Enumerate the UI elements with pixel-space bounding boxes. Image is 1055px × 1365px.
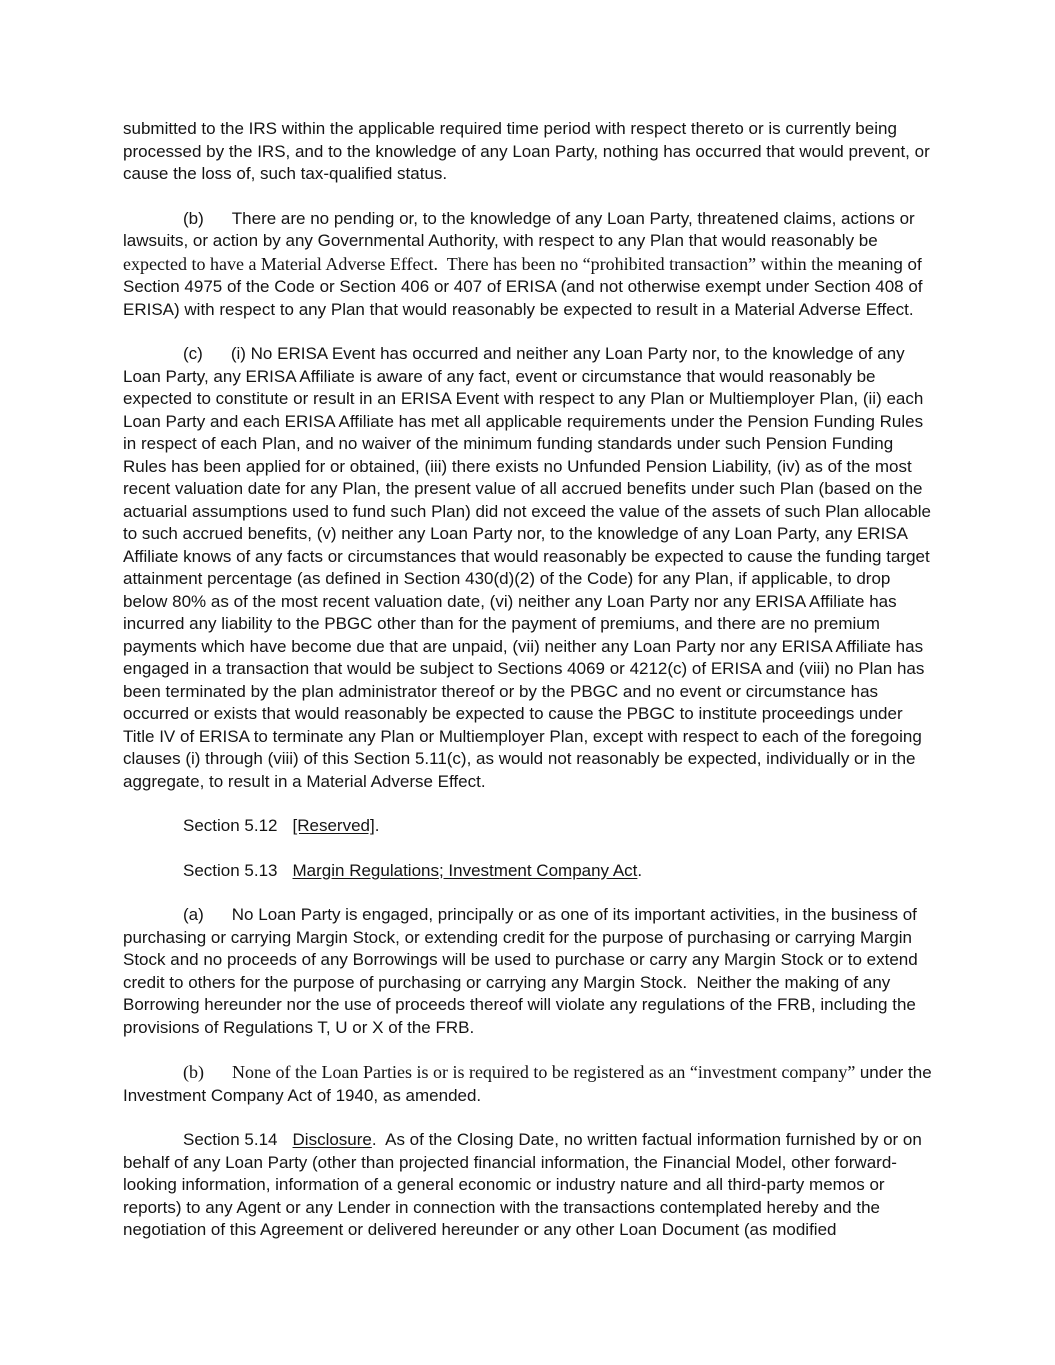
body-text: No Loan Party is engaged, principally or as one of its important activities, in the business of purchasing or carrying Margin Stock, or extending credit for the purpose of purchasing or carrying Margin Stock and no proceeds of any Borrowings will be used to purchase or carry any Margin Stock or to extend credit to others for the purpose of purchasing or carrying any Margin Stock. Neither the making of any Borrowing hereunder nor the use of proceeds thereof will violate any regulations of the FRB, including the provisions of Regulations T, U or X of the FRB. [123, 905, 923, 1037]
page-content [123, 118, 935, 1264]
para-5.11-b [123, 208, 935, 322]
body-text: Section 5.14 [183, 1130, 278, 1149]
body-text: Section 5.12 [183, 816, 278, 835]
body-text: meaning of Section 4975 of the Code or Section 406 or 407 of ERISA (and not otherwise exempt under Section 408 of ERISA) with respect to any Plan that would reasonably be expected to result in a Material Adverse Effect. [123, 254, 928, 319]
body-text: (b) [183, 1062, 204, 1082]
para-5.13-b [123, 1061, 935, 1107]
body-text: (b) [183, 208, 204, 228]
heading-section-5.12 [123, 815, 935, 838]
body-text: . [374, 816, 380, 835]
para-5.13-a [123, 904, 935, 1039]
body-text: under the Investment Company Act of 1940, as amended. [123, 1063, 937, 1105]
body-text: (a) [183, 905, 204, 924]
body-text: submitted to the IRS within the applicable required time period with respect thereto or is currently being processed by the IRS, and to the knowledge of any Loan Party, nothing has occurred that would prevent, or cause the loss of, such tax-qualified status. [123, 119, 935, 183]
heading-section-5.13 [123, 860, 935, 883]
body-text: None of the Loan Parties is or is required to be registered as an “investment company” [232, 1062, 860, 1082]
body-text: There are no pending or, to the knowledge of any Loan Party, threatened claims, actions or lawsuits, or action by any Governmental Authority, with respect to any Plan that would reasonably be [123, 208, 920, 250]
body-text: (i) No ERISA Event has occurred and neither any Loan Party nor, to the knowledge of any Loan Party, any ERISA Affiliate is aware of any fact, event or circumstance that would reasonably be expected to constitute or result in an ERISA Event with respect to any Plan or Multiemployer Plan, (ii) each Loan Party and each ERISA Affiliate has met all applicable requirements under the Pension Funding Rules in respect of each Plan, and no waiver of the minimum funding standards under such Pension Funding Rules has been applied for or obtained, (iii) there exists no Unfunded Pension Liability, (iv) as of the most recent valuation date for any Plan, the present value of all accrued benefits under such Plan (based on the actuarial assumptions used to fund such Plan) did not exceed the value of the assets of such Plan allocable to such accrued benefits, (v) neither any Loan Party nor, to the knowledge of any Loan Party, any ERISA Affiliate knows of any facts or circumstances that would reasonably be expected to cause the funding target attainment percentage (as defined in Section 430(d)(2) of the Code) for any Plan, if applicable, to drop below 80% as of the most recent valuation date, (vi) neither any Loan Party nor any ERISA Affiliate has incurred any liability to the PBGC other than for the payment of premiums, and there are no premium payments which have become due that are unpaid, (vii) neither any Loan Party nor any ERISA Affiliate has engaged in a transaction that would be subject to Sections 4069 or 4212(c) of ERISA and (viii) no Plan has been terminated by the plan administrator thereof or by the PBGC and no event or circumstance has occurred or exists that would reasonably be expected to cause the PBGC to institute proceedings under Title IV of ERISA to terminate any Plan or Multiemployer Plan, except with respect to each of the foregoing clauses (i) through (viii) of this Section 5.11(c), as would not reasonably be expected, individually or in the aggregate, to result in a Material Adverse Effect. [123, 344, 936, 791]
body-text: Section 5.13 [183, 860, 278, 880]
para-5.11-c [123, 343, 935, 793]
para-5.11-a-continuation [123, 118, 935, 186]
body-text: (c) [183, 344, 203, 363]
body-text: expected to have a Material Adverse Effect. There has been no “prohibited transaction” within the [123, 253, 838, 274]
body-text: . [637, 860, 643, 880]
section-title-text: [Reserved] [292, 816, 375, 835]
body-text: . As of the Closing Date, no written factual information furnished by or on behalf of any Loan Party (other than projected financial information, the Financial Model, other forward-looking information, information of a general economic or industry nature and all third-party memos or reports) to any Agent or any Lender in connection with the transactions contemplated hereby and the negotiation of this Agreement or delivered hereunder or any other Loan Document (as modified [123, 1130, 927, 1239]
section-title-text: Disclosure [292, 1130, 372, 1149]
section-title-text: Margin Regulations; Investment Company Act [292, 860, 638, 880]
para-section-5.14-disclosure [123, 1129, 935, 1242]
